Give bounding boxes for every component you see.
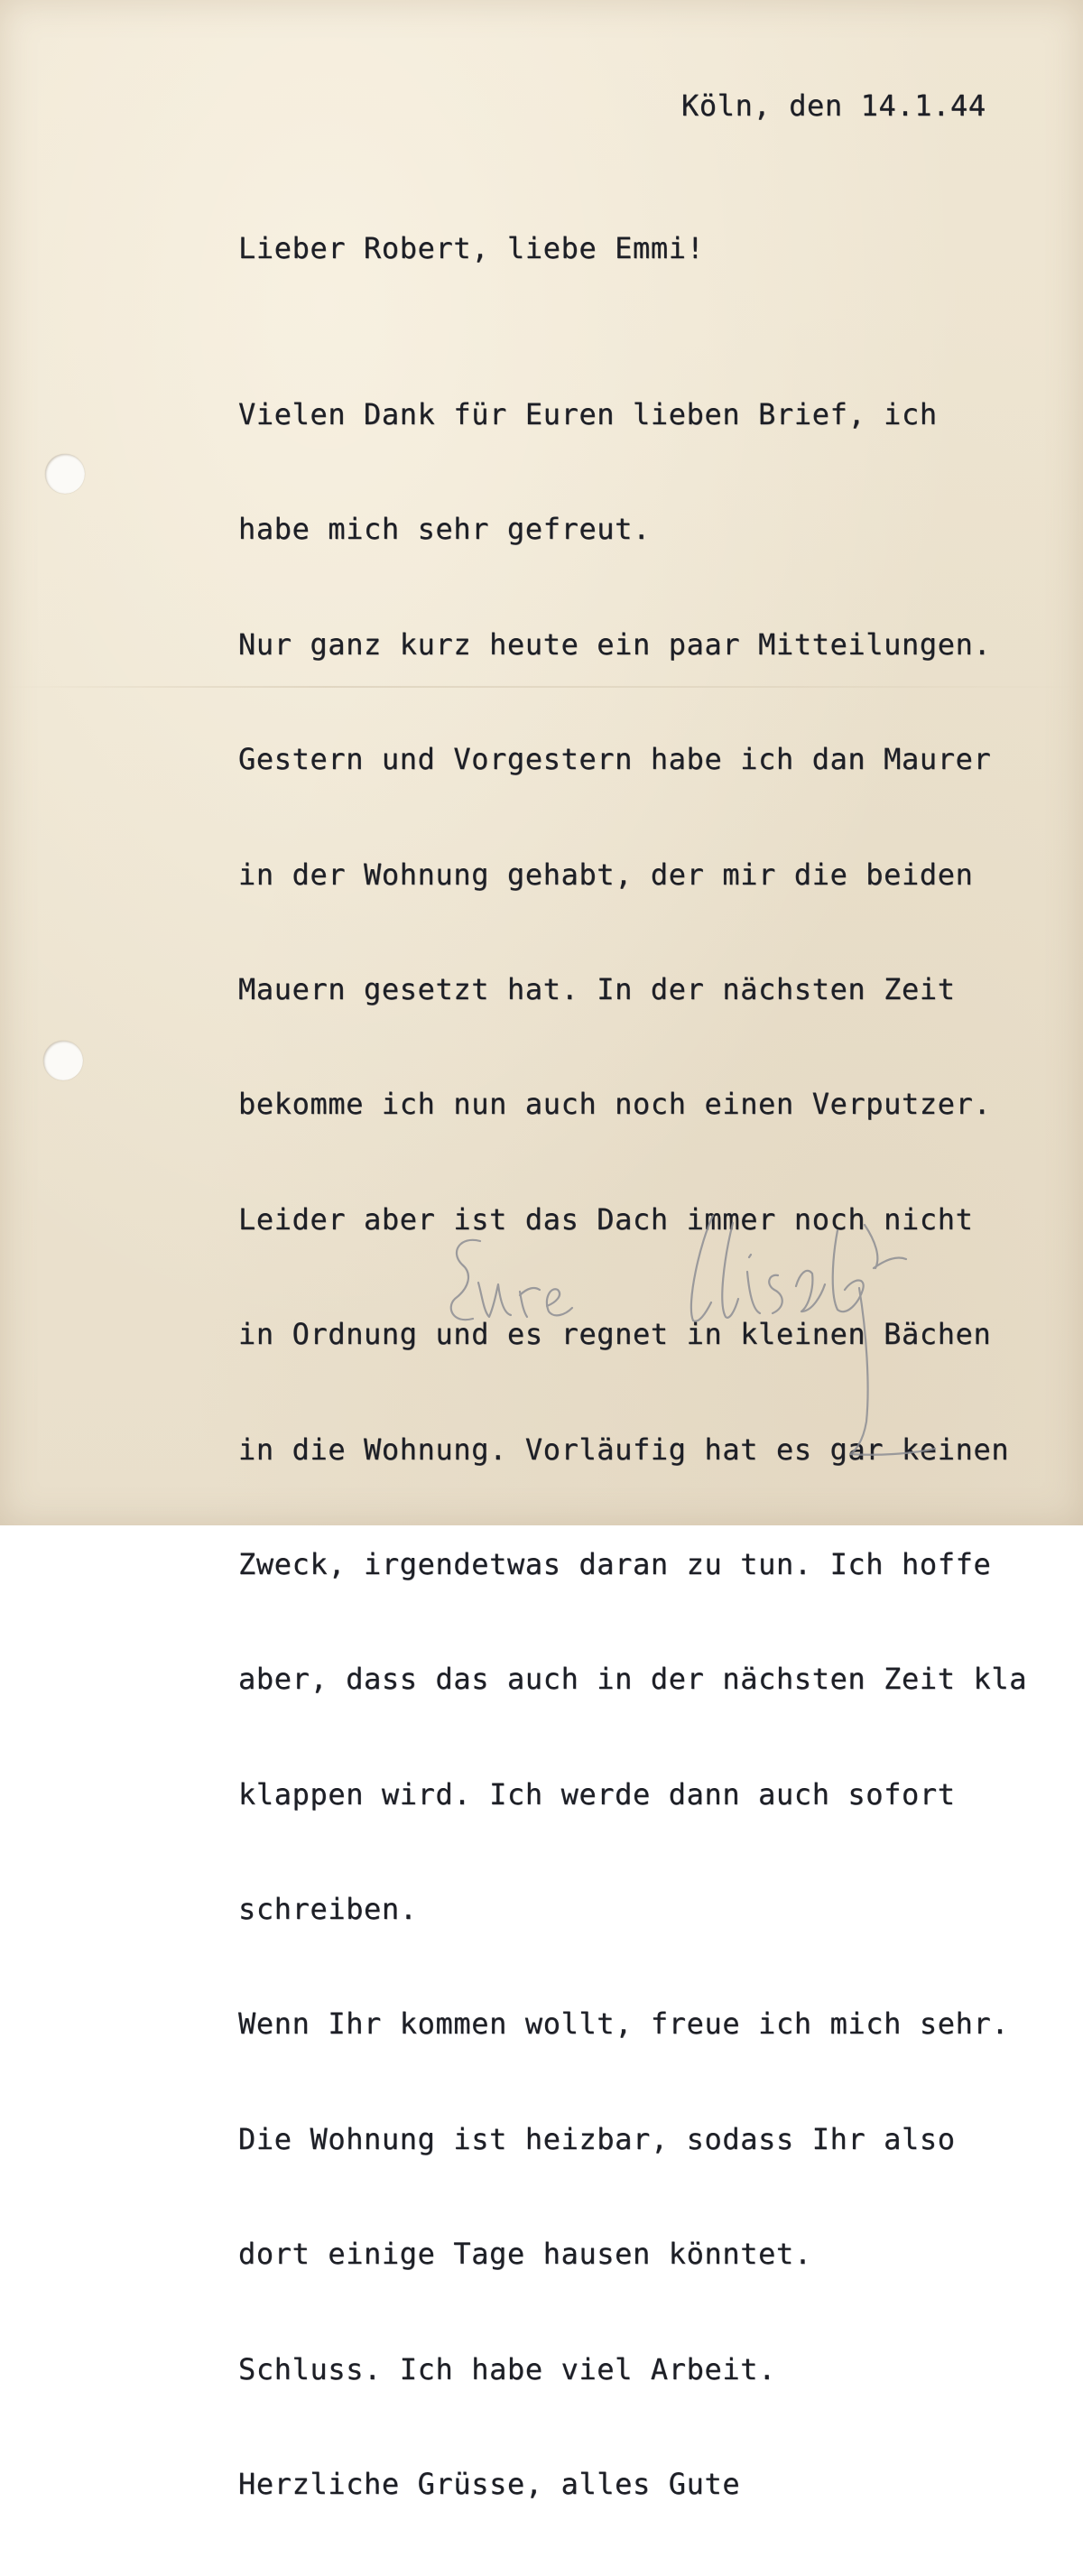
body-line: Die Wohnung ist heizbar, sodass Ihr also [238,2121,956,2156]
letter-date-line: Köln, den 14.1.44 [681,88,986,123]
letter-salutation: Lieber Robert, liebe Emmi! [238,231,705,265]
body-line: habe mich sehr gefreut. [238,512,651,547]
body-line: Gestern und Vorgestern habe ich dan Maurer [238,742,992,777]
punch-hole-lower [43,1041,83,1080]
body-line: klappen wird. Ich werde dann auch sofort [238,1776,956,1812]
body-line: Leider aber ist das Dach immer noch nicht [238,1201,974,1237]
body-line: in Ordnung und es regnet in kleinen Bächen [238,1317,992,1352]
body-line: in die Wohnung. Vorläufig hat es gar keinen [238,1432,1010,1467]
body-line: Mauern gesetzt hat. In der nächsten Zeit [238,971,956,1006]
body-line: schreiben. [238,1892,418,1927]
handwritten-signature [442,1205,948,1476]
body-line: dort einige Tage hausen könntet. [238,2237,812,2272]
body-line: aber, dass das auch in der nächsten Zeit kla [238,1662,1028,1697]
body-line: Zweck, irgendetwas daran zu tun. Ich hoffe [238,1546,992,1581]
punch-hole-upper [45,454,85,494]
body-line: in der Wohnung gehabt, der mir die beiden [238,857,974,892]
body-line: Nur ganz kurz heute ein paar Mitteilungen. [238,626,992,662]
body-line: Herzliche Grüsse, alles Gute [238,2467,741,2502]
body-line: bekomme ich nun auch noch einen Verputzer. [238,1087,992,1122]
body-line: Wenn Ihr kommen wollt, freue ich mich sehr. [238,2006,1010,2042]
body-line: Schluss. Ich habe viel Arbeit. [238,2351,776,2386]
body-line: Vielen Dank für Euren lieben Brief, ich [238,397,938,431]
